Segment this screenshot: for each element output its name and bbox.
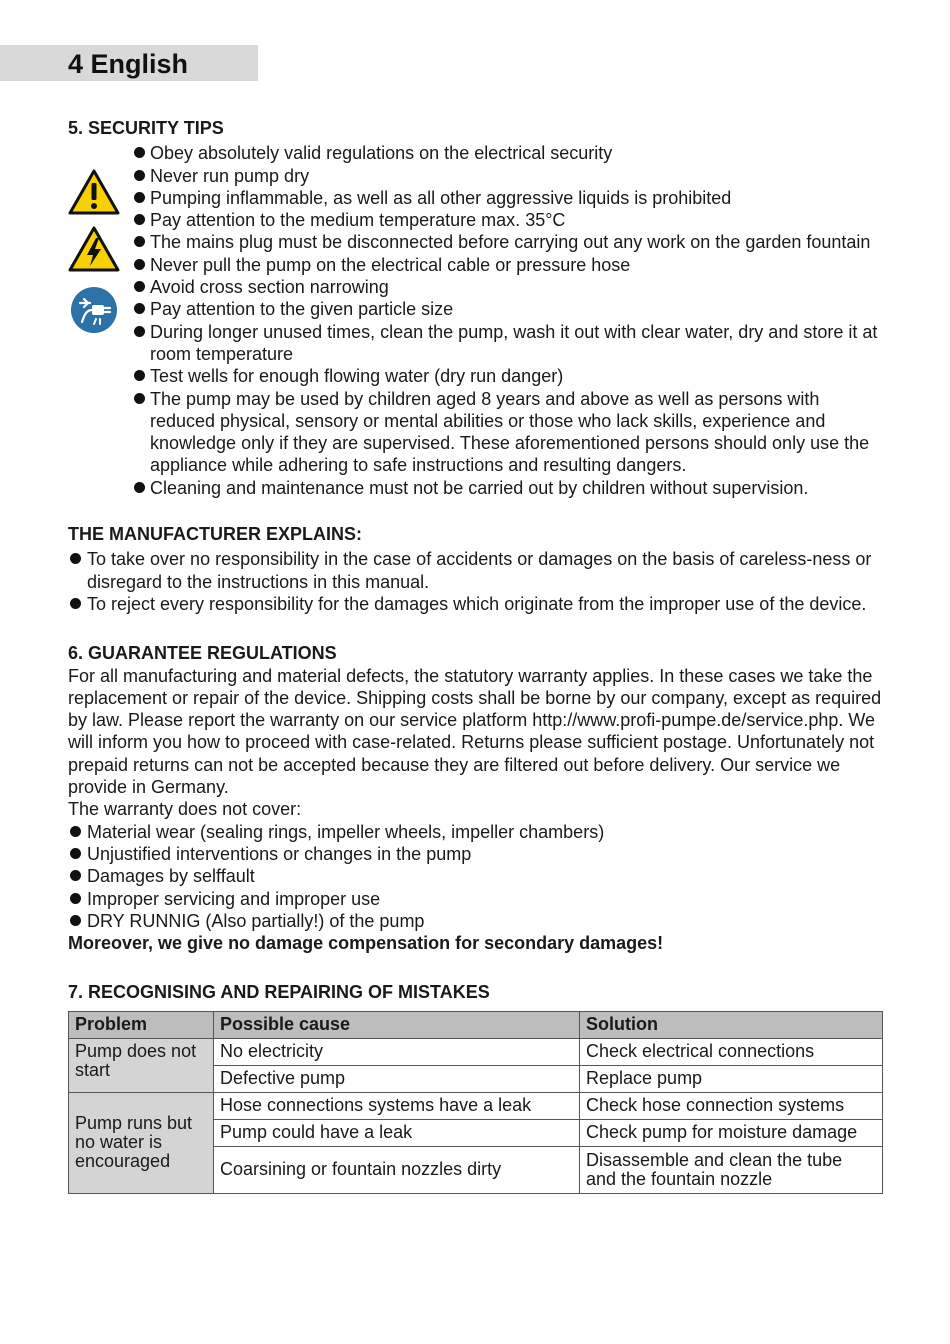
electrical-hazard-icon [68, 226, 120, 272]
table-row [69, 1092, 883, 1119]
troubleshooting-table [68, 1011, 883, 1194]
list-item: Pay attention to the given particle size [132, 298, 886, 320]
general-warning-icon [68, 169, 120, 215]
solution-cell: Check pump for moisture damage [580, 1119, 883, 1146]
document-content [68, 117, 886, 1194]
list-item: Improper servicing and improper use [68, 888, 886, 910]
guarantee-heading: 6. GUARANTEE REGULATIONS [68, 643, 337, 664]
security-tips-heading: 5. SECURITY TIPS [68, 118, 224, 138]
list-item: DRY RUNNIG (Also partially!) of the pump [68, 910, 886, 932]
table-row [69, 1038, 883, 1065]
list-item: To reject every responsibility for the damages which originate from the improper use of the device. [68, 593, 886, 615]
list-item: The mains plug must be disconnected before carrying out any work on the garden fountain [132, 231, 886, 253]
problem-cell: Pump runs but no water is encouraged [69, 1092, 214, 1193]
column-header-cause: Possible cause [214, 1011, 580, 1038]
security-tips-section [68, 142, 886, 499]
list-item: The pump may be used by children aged 8 years and above as well as persons with reduced physical, sensory or mental abilities or those who lack skills, experience and knowledge only if they are supervised. These aforementioned persons should only use the appliance while adhering to safe instructions and resulting dangers. [132, 388, 886, 477]
warranty-not-cover-intro: The warranty does not cover: [68, 799, 302, 820]
page-header-title: 4 English [68, 49, 189, 79]
list-item: Damages by selffault [68, 865, 886, 887]
mistakes-heading: 7. RECOGNISING AND REPAIRING OF MISTAKES [68, 982, 490, 1003]
solution-cell: Replace pump [580, 1065, 883, 1092]
warranty-exclusions-list [68, 821, 886, 932]
manufacturer-list [68, 548, 886, 615]
list-item: Never pull the pump on the electrical cable or pressure hose [132, 254, 886, 276]
list-item: Material wear (sealing rings, impeller wheels, impeller chambers) [68, 821, 886, 843]
list-item: Never run pump dry [132, 165, 886, 187]
solution-cell: Check hose connection systems [580, 1092, 883, 1119]
table-header-row [69, 1011, 883, 1038]
list-item: Avoid cross section narrowing [132, 276, 886, 298]
disconnect-mains-plug-icon [68, 286, 120, 334]
list-item: Unjustified interventions or changes in the pump [68, 843, 886, 865]
cause-cell: Defective pump [214, 1065, 580, 1092]
list-item: Pumping inflammable, as well as all other aggressive liquids is prohibited [132, 187, 886, 209]
security-tips-list [132, 142, 886, 499]
solution-cell: Check electrical connections [580, 1038, 883, 1065]
cause-cell: No electricity [214, 1038, 580, 1065]
guarantee-closing-note: Moreover, we give no damage compensation for secondary damages! [68, 933, 664, 954]
list-item: During longer unused times, clean the pump, wash it out with clear water, dry and store it at room temperature [132, 321, 886, 366]
list-item: To take over no responsibility in the case of accidents or damages on the basis of careless-ness or disregard to the instructions in this manual. [68, 548, 886, 593]
cause-cell: Hose connections systems have a leak [214, 1092, 580, 1119]
list-item: Obey absolutely valid regulations on the electrical security [132, 142, 886, 164]
list-item: Cleaning and maintenance must not be carried out by children without supervision. [132, 477, 886, 499]
guarantee-body: For all manufacturing and material defects, the statutory warranty applies. In these cases we take the replacement or repair of the device. Shipping costs shall be borne by our company, except as required by law. Please report the warranty on our service platform http://www.profi-pumpe.de/service.php. We will inform you how to proceed with case-related. Returns please sufficient postage. Unfortunately not prepaid returns can not be accepted because they are filtered out before delivery. Our service we provide in Germany. [68, 665, 882, 798]
column-header-problem: Problem [69, 1011, 214, 1038]
manufacturer-heading: THE MANUFACTURER EXPLAINS: [68, 524, 363, 545]
column-header-solution: Solution [580, 1011, 883, 1038]
list-item: Pay attention to the medium temperature max. 35°C [132, 209, 886, 231]
cause-cell: Pump could have a leak [214, 1119, 580, 1146]
list-item: Test wells for enough flowing water (dry run danger) [132, 365, 886, 387]
cause-cell: Coarsining or fountain nozzles dirty [214, 1146, 580, 1193]
solution-cell: Disassemble and clean the tube and the fountain nozzle [580, 1146, 883, 1193]
page-header [0, 45, 258, 81]
problem-cell: Pump does not start [69, 1038, 214, 1092]
